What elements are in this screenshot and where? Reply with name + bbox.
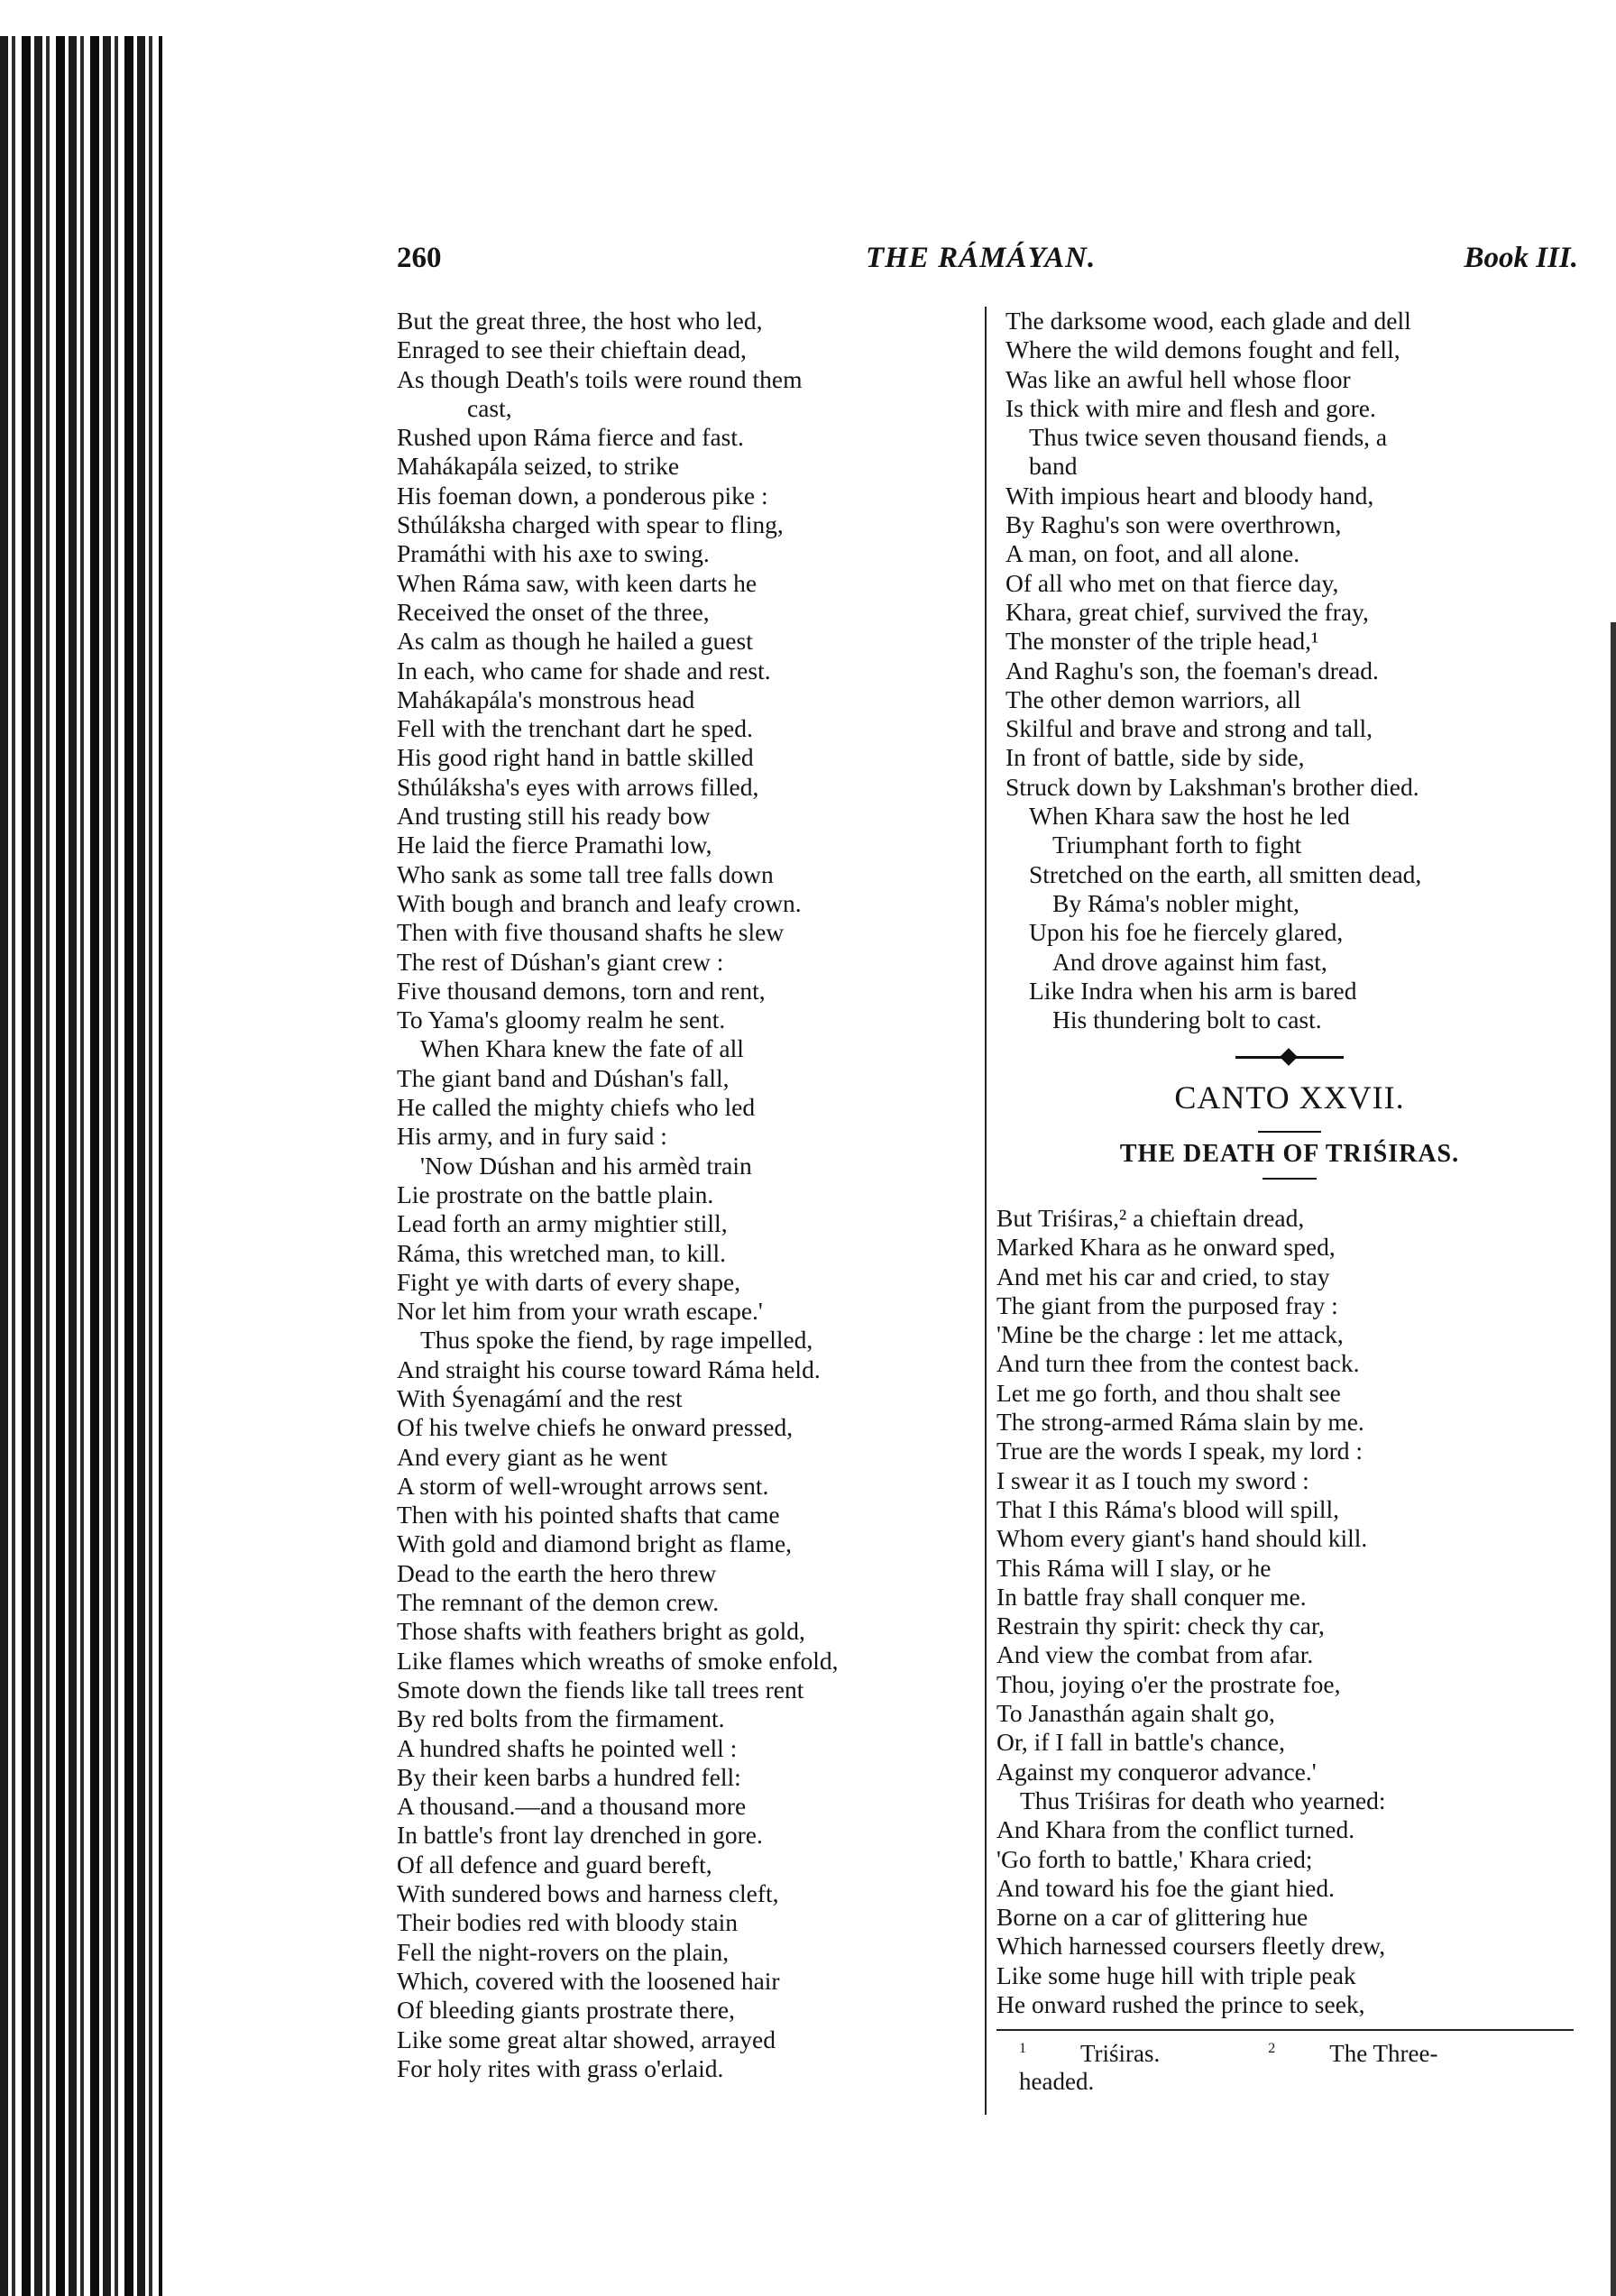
verse-line: By their keen barbs a hundred fell: xyxy=(397,1762,741,1791)
verse-line: Sthúláksha charged with spear to fling, xyxy=(397,510,784,539)
verse-line: Lead forth an army mightier still, xyxy=(397,1209,728,1238)
verse-line: The giant from the purposed fray : xyxy=(996,1290,1338,1319)
page-number: 260 xyxy=(397,242,442,274)
verse-line: A storm of well-wrought arrows sent. xyxy=(397,1471,769,1500)
verse-line: And trusting still his ready bow xyxy=(397,802,711,831)
verse-line: When Ráma saw, with keen darts he xyxy=(397,568,758,597)
verse-line: Skilful and brave and strong and tall, xyxy=(1005,714,1373,743)
page-edge-shadow xyxy=(1611,622,1616,2296)
verse-line: Marked Khara as he onward sped, xyxy=(996,1233,1336,1262)
verse-line: Enraged to see their chieftain dead, xyxy=(397,335,747,364)
verse-line: This Ráma will I slay, or he xyxy=(996,1553,1272,1582)
verse-line: By red bolts from the firmament. xyxy=(397,1704,725,1733)
verse-line: The rest of Dúshan's giant crew : xyxy=(397,947,724,976)
verse-line: Where the wild demons fought and fell, xyxy=(1005,335,1400,364)
verse-line: Pramáthi with his axe to swing. xyxy=(397,539,710,568)
verse-line: Khara, great chief, survived the fray, xyxy=(1005,597,1369,626)
page-header xyxy=(397,242,1578,287)
verse-line: For holy rites with grass o'erlaid. xyxy=(397,2053,724,2082)
footnote-rule xyxy=(996,2029,1574,2031)
verse-line: And view the combat from afar. xyxy=(996,1640,1314,1669)
verse-line: With impious heart and bloody hand, xyxy=(1005,481,1374,510)
verse-line: Which harnessed coursers fleetly drew, xyxy=(996,1932,1386,1961)
verse-line: But the great three, the host who led, xyxy=(397,307,763,335)
verse-line: In each, who came for shade and rest. xyxy=(397,656,771,684)
verse-line: Mahákapála's monstrous head xyxy=(397,684,695,713)
verse-line: To Yama's gloomy realm he sent. xyxy=(397,1006,726,1034)
verse-line: Is thick with mire and flesh and gore. xyxy=(1005,393,1376,422)
verse-line: And met his car and cried, to stay xyxy=(996,1262,1330,1290)
verse-line: Who sank as some tall tree falls down xyxy=(397,859,774,888)
verse-line: Like some great altar showed, arrayed xyxy=(397,2025,776,2053)
verse-line: A man, on foot, and all alone. xyxy=(1005,539,1300,568)
verse-line: Of bleeding giants prostrate there, xyxy=(397,1996,735,2025)
right-column-top xyxy=(1005,307,1574,1034)
verse-line: Those shafts with feathers bright as gold, xyxy=(397,1617,805,1646)
running-title: THE RÁMÁYAN. xyxy=(866,242,1097,274)
verse-line: Thus twice seven thousand fiends, a xyxy=(1029,423,1388,452)
verse-line: The monster of the triple head,¹ xyxy=(1005,627,1319,656)
verse-line: Of all defence and guard bereft, xyxy=(397,1850,712,1878)
verse-line: And straight his course toward Ráma held. xyxy=(397,1355,821,1383)
verse-line: I swear it as I touch my sword : xyxy=(996,1465,1309,1494)
canto-subtitle: THE DEATH OF TRIŚIRAS. xyxy=(1119,1140,1460,1168)
verse-line: Ráma, this wretched man, to kill. xyxy=(397,1238,727,1267)
verse-line: Was like an awful hell whose floor xyxy=(1005,364,1351,393)
verse-line: Or, if I fall in battle's chance, xyxy=(996,1728,1285,1757)
verse-line: Fell with the trenchant dart he sped. xyxy=(397,714,753,743)
verse-line: When Khara knew the fate of all xyxy=(420,1034,744,1063)
verse-line: His army, and in fury said : xyxy=(397,1122,667,1151)
subtitle-rule xyxy=(1005,1178,1574,1180)
verse-line: With gold and diamond bright as flame, xyxy=(397,1529,793,1558)
verse-line: Let me go forth, and thou shalt see xyxy=(996,1378,1341,1407)
book-binding-edge xyxy=(0,36,162,2296)
verse-line: Their bodies red with bloody stain xyxy=(397,1908,739,1937)
verse-line: And Raghu's son, the foeman's dread. xyxy=(1005,656,1379,684)
verse-line: Dead to the earth the hero threw xyxy=(397,1558,717,1587)
verse-line: He onward rushed the prince to seek, xyxy=(996,1990,1365,2019)
verse-line: Like Indra when his arm is bared xyxy=(1029,976,1357,1005)
verse-line: With Śyenagámí and the rest xyxy=(397,1383,683,1412)
verse-line: And turn thee from the contest back. xyxy=(996,1349,1360,1378)
verse-line: When Khara saw the host he led xyxy=(1029,802,1350,831)
verse-line: Lie prostrate on the battle plain. xyxy=(397,1180,714,1208)
verse-line: By Ráma's nobler might, xyxy=(1052,888,1299,917)
verse-line: A thousand.—and a thousand more xyxy=(397,1792,747,1821)
verse-line: He called the mighty chiefs who led xyxy=(397,1093,756,1122)
verse-line: True are the words I speak, my lord : xyxy=(996,1437,1364,1465)
right-column-bottom xyxy=(996,1204,1574,2019)
verse-line: Restrain thy spirit: check thy car, xyxy=(996,1612,1325,1640)
verse-line: Then with his pointed shafts that came xyxy=(397,1501,780,1529)
verse-line: Smote down the fiends like tall trees rent xyxy=(397,1675,804,1704)
verse-line: But Triśiras,² a chieftain dread, xyxy=(996,1204,1305,1232)
verse-line: And every giant as he went xyxy=(397,1442,668,1471)
verse-line: The giant band and Dúshan's fall, xyxy=(397,1063,730,1092)
verse-line: Rushed upon Ráma fierce and fast. xyxy=(397,423,744,452)
verse-line: cast, xyxy=(467,393,512,422)
verse-line: Thus spoke the fiend, by rage impelled, xyxy=(420,1326,813,1355)
verse-line: Of all who met on that fierce day, xyxy=(1005,568,1339,597)
verse-line: Against my conqueror advance.' xyxy=(996,1757,1317,1786)
verse-line: In battle fray shall conquer me. xyxy=(996,1582,1307,1611)
verse-line: Whom every giant's hand should kill. xyxy=(996,1524,1368,1553)
verse-line: Upon his foe he fiercely glared, xyxy=(1029,918,1344,947)
column-divider xyxy=(985,307,987,2115)
verse-line: A hundred shafts he pointed well : xyxy=(397,1733,738,1762)
verse-line: Struck down by Lakshman's brother died. xyxy=(1005,772,1419,801)
verse-line: 'Now Dúshan and his armèd train xyxy=(420,1151,752,1180)
verse-line: With bough and branch and leafy crown. xyxy=(397,888,802,917)
verse-line: In battle's front lay drenched in gore. xyxy=(397,1821,763,1850)
left-column xyxy=(397,307,983,2083)
verse-line: Stretched on the earth, all smitten dead, xyxy=(1029,859,1422,888)
verse-line: That I this Ráma's blood will spill, xyxy=(996,1494,1340,1523)
footnote-mark: 1 xyxy=(1019,2041,1026,2056)
verse-line: As though Death's toils were round them xyxy=(397,364,803,393)
verse-line: The remnant of the demon crew. xyxy=(397,1588,720,1617)
section-ornament xyxy=(1005,1048,1574,1066)
verse-line: In front of battle, side by side, xyxy=(1005,743,1305,772)
verse-line: Thou, joying o'er the prostrate foe, xyxy=(996,1669,1341,1698)
verse-line: His good right hand in battle skilled xyxy=(397,743,754,772)
verse-line: Five thousand demons, torn and rent, xyxy=(397,976,766,1005)
verse-line: His thundering bolt to cast. xyxy=(1052,1006,1322,1034)
verse-line: Of his twelve chiefs he onward pressed, xyxy=(397,1413,794,1442)
verse-line: And toward his foe the giant hied. xyxy=(996,1873,1335,1902)
footnote-text: The Three-headed. xyxy=(1019,2040,1438,2095)
title-rule xyxy=(1005,1131,1574,1134)
verse-line: The darksome wood, each glade and dell xyxy=(1005,307,1411,335)
verse-line: As calm as though he hailed a guest xyxy=(397,627,753,656)
verse-line: Nor let him from your wrath escape.' xyxy=(397,1297,763,1326)
verse-line: And drove against him fast, xyxy=(1052,947,1327,976)
footnote-mark: 2 xyxy=(1268,2041,1276,2056)
verse-line: Which, covered with the loosened hair xyxy=(397,1966,780,1995)
book-label: Book III. xyxy=(1464,242,1578,274)
footnote-text: Triśiras. xyxy=(1080,2040,1161,2067)
verse-line: Sthúláksha's eyes with arrows filled, xyxy=(397,772,759,801)
verse-line: Received the onset of the three, xyxy=(397,597,710,626)
verse-line: The strong-armed Ráma slain by me. xyxy=(996,1408,1364,1437)
verse-line: To Janasthán again shalt go, xyxy=(996,1699,1275,1728)
verse-line: His foeman down, a ponderous pike : xyxy=(397,481,768,510)
verse-line: Triumphant forth to fight xyxy=(1052,831,1302,859)
footnote xyxy=(1019,2040,1214,2067)
verse-line: He laid the fierce Pramathi low, xyxy=(397,831,712,859)
verse-line: Fight ye with darts of every shape, xyxy=(397,1267,741,1296)
verse-line: Like flames which wreaths of smoke enfold, xyxy=(397,1646,839,1675)
verse-line: Mahákapála seized, to strike xyxy=(397,452,680,481)
verse-line: Thus Triśiras for death who yearned: xyxy=(1020,1786,1386,1814)
verse-line: Borne on a car of glittering hue xyxy=(996,1903,1308,1932)
verse-line: Fell the night-rovers on the plain, xyxy=(397,1937,730,1966)
verse-line: With sundered bows and harness cleft, xyxy=(397,1879,779,1908)
verse-line: And Khara from the conflict turned. xyxy=(996,1815,1355,1844)
verse-line: The other demon warriors, all xyxy=(1005,684,1301,713)
footnotes xyxy=(1019,2040,1574,2096)
verse-line: Like some huge hill with triple peak xyxy=(996,1961,1356,1989)
verse-line: Then with five thousand shafts he slew xyxy=(397,918,785,947)
verse-line: band xyxy=(1029,452,1078,481)
verse-line: 'Go forth to battle,' Khara cried; xyxy=(996,1844,1313,1873)
verse-line: By Raghu's son were overthrown, xyxy=(1005,510,1342,539)
canto-title: CANTO XXVII. xyxy=(1174,1079,1405,1116)
verse-line: 'Mine be the charge : let me attack, xyxy=(996,1320,1344,1349)
